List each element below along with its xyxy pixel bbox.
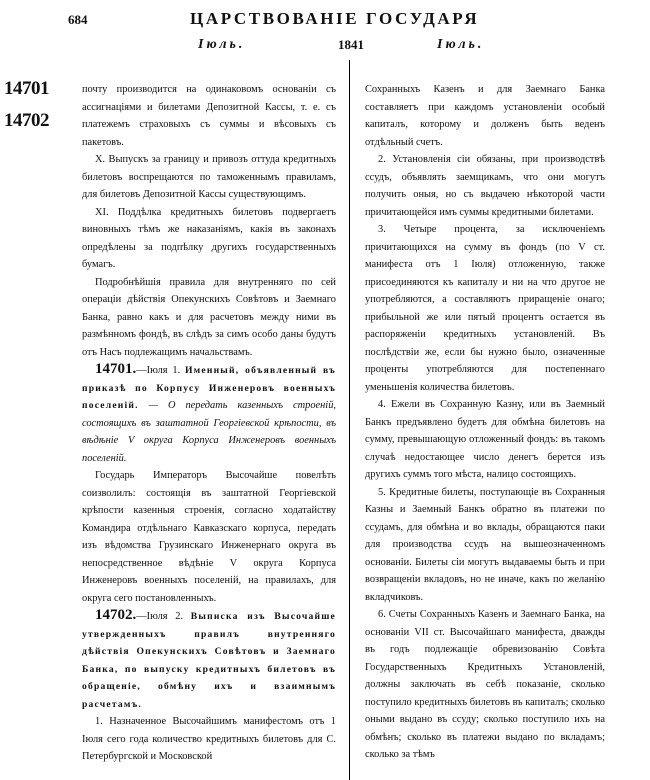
- article-14702-point-1: 1. Назначенное Высочайшимъ манифестомъ отъ 1 Іюля сего года количество кредитныхъ билетовъ для С. Петербургской и Московской: [82, 716, 336, 762]
- paragraph-continuation: почту производится на одинаковомъ основаніи съ ассигнаціями и билетами Депозитной Кассы, т. е. съ платежемъ страховыхъ съ суммы и вѣсовыхъ съ пакетовъ.: [82, 84, 336, 148]
- article-summary: — О передать казенныхъ строеній, состоящихъ въ заштатной Георгіевской крѣпости, въ вѣдѣніе V округа Корпуса Инженеровъ военныхъ поселеній.: [82, 400, 336, 464]
- article-14701-heading: [82, 361, 336, 467]
- right-column: [365, 81, 605, 764]
- column-divider: [349, 60, 350, 780]
- point-3: 3. Четыре процента, за исключеніемъ причитающихся на сумму въ фондъ (по V ст. манифеста отъ 1 Іюля) отложенную, также присоединяются къ капиталу и ни на что другое не употребляются, а составляютъ приращеніе онаго; прибыльной же или пятый процентъ остается въ распоряженіи кредитныхъ установленій. Въ послѣдствіи же, если бы нужно было, означенные проценты употребляются для постепеннаго уменьшенія количества билетовъ.: [365, 224, 605, 393]
- left-column: [82, 81, 336, 766]
- point-6: 6. Счеты Сохранныхъ Казенъ и Заемнаго Банка, на основаніи VII ст. Высочайшаго манифеста, дважды въ годъ подлежащіе обревизованію Совѣта Государственныхъ Кредитныхъ Установленій, должны заключать въ себѣ показаніе, сколько поступило кредитныхъ билетовъ въ капиталъ; сколько оными выдано въ ссуду; сколько поступило ихъ на обмѣнъ; сколько въ платежи выдано по вкладамъ; сколько за тѣмъ: [365, 609, 605, 760]
- point-4: 4. Ежели въ Сохранную Казну, или въ Заемный Банкъ предъявлено будетъ для обмѣна билетовъ на сумму, превышающую отложенный фондъ: въ такомъ случаѣ недостающее число денегъ берется изъ другихъ суммъ того мѣста, налицо состоящихъ.: [365, 399, 605, 480]
- article-title: Выписка изъ Высочайше утвержденныхъ правилъ внутренняго дѣйствія Опекунскихъ Совѣтовъ и Заемнаго Банка, по выпуску кредитныхъ билетовъ въ обращеніе, обмѣну ихъ и взаимнымъ расчетамъ.: [82, 611, 336, 710]
- running-title: ЦАРСТВОВАНІЕ ГОСУДАРЯ: [190, 9, 480, 28]
- article-date: —Іюля 2.: [136, 611, 184, 622]
- article-14702-heading: [82, 607, 336, 713]
- point-2: 2. Установленія сіи обязаны, при производствѣ ссудъ, объявлять заемщикамъ, что они могутъ получить оныя, но съ выдачею нѣкоторой части причитающейся имъ суммы кредитными билетами.: [365, 154, 605, 218]
- article-date: —Іюля 1.: [136, 365, 181, 376]
- paragraph-x: X. Выпускъ за границу и привозъ оттуда кредитныхъ билетовъ воспрещаются по таможеннымъ правиламъ, для билетовъ Депозитной Кассы существующимъ.: [82, 154, 336, 200]
- paragraph-xi: XI. Поддѣлка кредитныхъ билетовъ подвергаетъ виновныхъ тѣмъ же наказаніямъ, какія въ законахъ опредѣлены за подпѣлку другихъ государственныхъ бумагъ.: [82, 206, 336, 270]
- month-left: Іюль.: [198, 37, 246, 52]
- margin-number-14701: 14701: [4, 78, 49, 99]
- paragraph-continuation: Сохранныхъ Казенъ и для Заемнаго Банка составляетъ при каждомъ установленіи особый капиталъ, которому и долженъ быть веденъ отдѣльный счетъ.: [365, 84, 605, 148]
- article-number-14702: 14702.: [95, 607, 137, 623]
- article-14701-body: Государь Императоръ Высочайше повелѣть соизволилъ: состоящія въ заштатной Георгіевской крѣпости казенныя строенія, согласно ходатайству Командира отдѣльнаго Кавказскаго корпуса, передать изъ вѣдомства Грузинскаго Инженернаго округа въ непосредственное вѣдѣніе V округа Корпуса Инженеровъ военныхъ поселеній, на правилахъ, для округа сего постановленныхъ.: [82, 470, 336, 604]
- month-right: Іюль.: [437, 37, 485, 52]
- page-number: 684: [68, 12, 88, 27]
- point-5: 5. Кредитные билеты, поступающіе въ Сохранныя Казны и Заемный Банкъ обратно въ платежи по ссудамъ, для обмѣна и во вклады, обращаются паки для производства ссудъ на вышеозначенномъ основаніи. Билеты сіи могутъ выдаваемы быть и при возвращеніи вкладовъ, но не иначе, какъ по желанію вкладчиковъ.: [365, 486, 605, 603]
- year: 1841: [338, 37, 364, 52]
- article-number-14701: 14701.: [95, 361, 137, 377]
- article-title: Именный, объявленный въ приказѣ по Корпусу Инженеровъ военныхъ поселеній.: [82, 365, 336, 411]
- margin-number-14702: 14702: [4, 110, 49, 131]
- paragraph-rules: Подробнѣйшія правила для внутренняго по сей операціи дѣйствія Опекунскихъ Совѣтовъ и Заемнаго Банка, равно какъ и для расчетовъ между ними въ размѣнномъ фондѣ, въ слѣдъ за симъ особо даны будутъ отъ Насъ подлежащимъ начальствамъ.: [82, 276, 336, 358]
